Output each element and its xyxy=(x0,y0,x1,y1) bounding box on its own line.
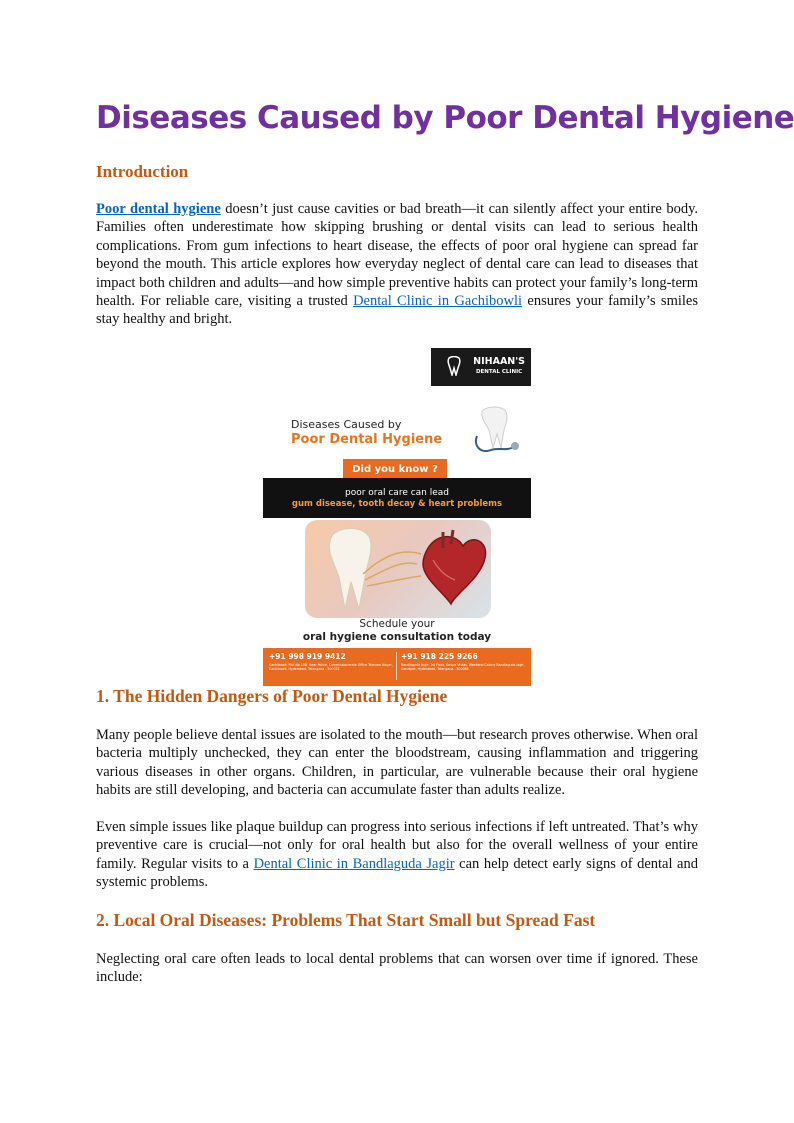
contact-divider xyxy=(396,652,397,680)
tooth-stethoscope-icon xyxy=(469,406,521,456)
intro-text-2: ensures your family’s smiles stay healthy and bright. xyxy=(96,293,698,328)
section1-text-2: can help detect early signs of dental and systemic problems. xyxy=(96,855,698,891)
section1-paragraph2 xyxy=(96,818,698,892)
section1-text-1: Even simple issues like plaque buildup can progress into serious infections if left untreated. That’s why preventive care is crucial—not only for oral health but also for the overall wellness of your entire family. Regular visits to a xyxy=(96,819,698,872)
section2-paragraph: Neglecting oral care often leads to local dental problems that can worsen over time if ignored. These include: xyxy=(96,951,698,986)
band-line2: gum disease, tooth decay & heart problems xyxy=(291,499,503,509)
gachibowli-clinic-link[interactable]: Dental Clinic in Gachibowli xyxy=(353,293,523,310)
poster-contact-bar xyxy=(263,648,531,686)
did-you-know-badge: Did you know ? xyxy=(343,459,447,479)
phone-gachibowli: +91 998 919 9412 xyxy=(269,652,346,661)
logo-name: NIHAAN'S xyxy=(473,356,525,367)
intro-heading: Introduction xyxy=(96,162,189,181)
section2-heading: 2. Local Oral Diseases: Problems That Start Small but Spread Fast xyxy=(96,910,596,930)
address-gachibowli: Gachibowli: Plot No 158, Near Police, Commissionerate Office Telecom Nagar, Gachibowli, Hyderabad, Telangana - 500032 xyxy=(269,663,393,671)
promo-poster-image xyxy=(263,348,531,686)
schedule-line1: Schedule your xyxy=(359,618,435,630)
clinic-logo xyxy=(431,348,531,386)
section1-heading: 1. The Hidden Dangers of Poor Dental Hygiene xyxy=(96,686,448,706)
poster-heading-line1: Diseases Caused by xyxy=(291,418,402,431)
tooth-heart-illustration xyxy=(305,520,491,618)
phone-bandlaguda: +91 918 225 9266 xyxy=(401,652,478,661)
tooth-logo-icon xyxy=(447,356,461,376)
contact-bandlaguda xyxy=(401,652,529,671)
section1-paragraph1: Many people believe dental issues are isolated to the mouth—but research proves otherwise. When oral bacteria multiply unchecked, they can enter the bloodstream, causing inflammation and triggering various diseases in other organs. Children, in particular, are vulnerable because their oral hygiene habits are still developing, and bacteria can accumulate faster than adults realize. xyxy=(96,727,698,799)
bandlaguda-clinic-link[interactable]: Dental Clinic in Bandlaguda Jagir xyxy=(253,855,455,872)
logo-sub: DENTAL CLINIC xyxy=(475,369,523,375)
poster-heading-line2: Poor Dental Hygiene xyxy=(291,432,443,447)
address-bandlaguda: Bandlaguda Jagir: 1st Floor, Anupa Vistas, Weekend Colony Bandlaguda Jagir, Gandipet, Hyderabad, Telangana - 500086 xyxy=(401,663,525,671)
intro-paragraph xyxy=(96,200,698,329)
intro-text-1: doesn’t just cause cavities or bad breath—it can silently affect your entire body. Families often underestimate how skipping brushing or dental visits can lead to serious health complications. From gum infections to heart disease, the effects of poor oral hygiene can spread far beyond the mouth. This article explores how everyday neglect of dental care can lead to diseases that impact both children and adults—and how simple preventive habits can protect your family’s long-term health. For reliable care, visiting a trusted xyxy=(96,201,699,310)
document-title: Diseases Caused by Poor Dental Hygiene xyxy=(96,100,794,136)
poor-dental-hygiene-link[interactable]: Poor dental hygiene xyxy=(96,201,221,217)
schedule-line2: oral hygiene consultation today xyxy=(302,631,492,643)
contact-gachibowli xyxy=(269,652,397,671)
band-line1: poor oral care can lead xyxy=(344,488,450,498)
poster-message-band xyxy=(263,478,531,518)
